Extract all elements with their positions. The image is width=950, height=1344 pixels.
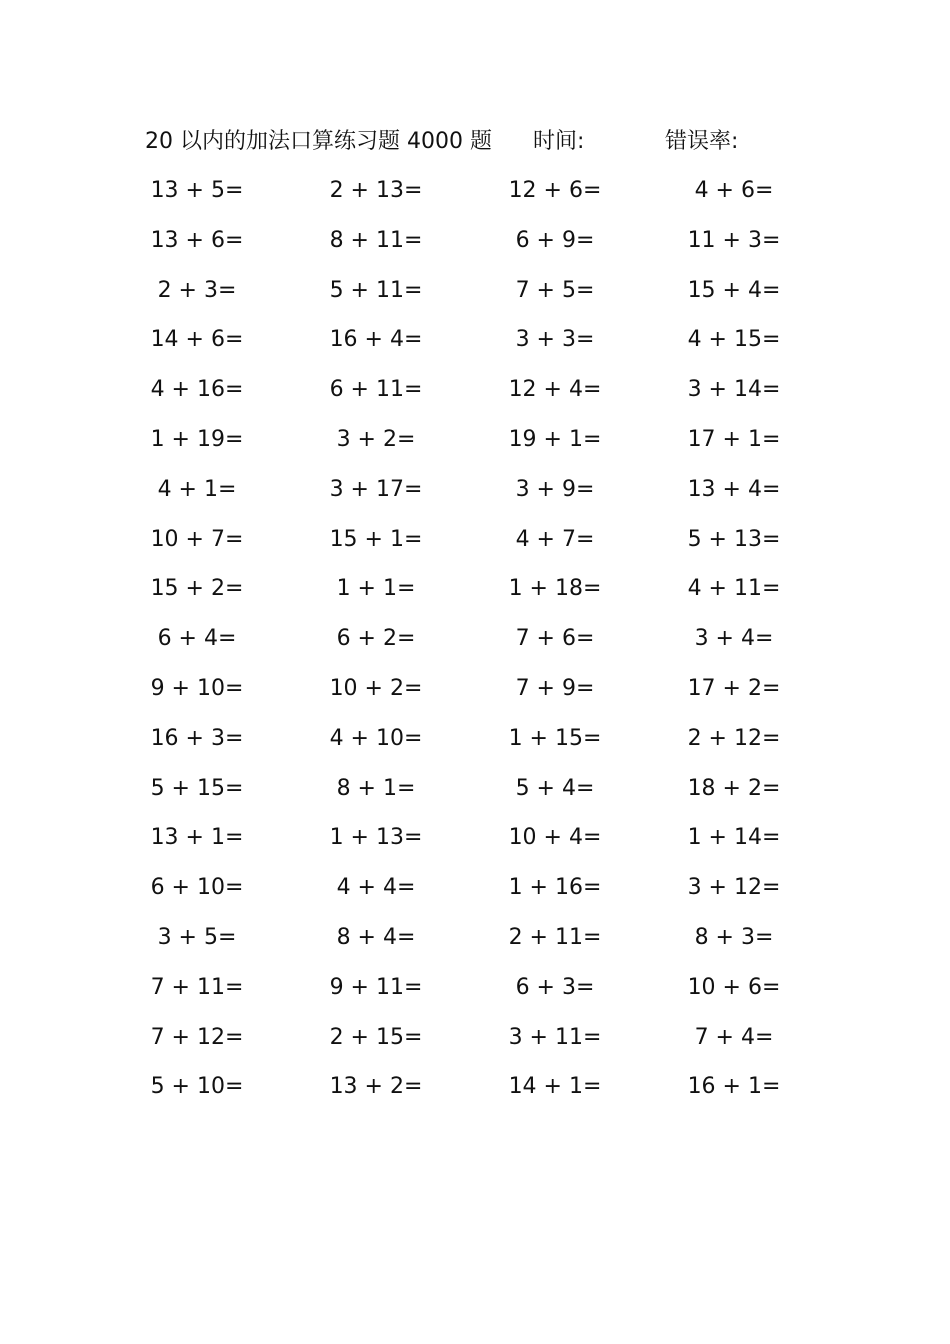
addition-problem: 6 + 9= [515,228,595,253]
addition-problem: 4 + 10= [329,726,423,751]
addition-problem: 13 + 1= [150,825,244,850]
addition-problem: 13 + 2= [329,1074,423,1099]
addition-problem: 5 + 11= [329,278,423,303]
addition-problem: 3 + 4= [694,626,774,651]
addition-problem: 1 + 18= [508,576,602,601]
addition-problem: 4 + 11= [687,576,781,601]
addition-problem: 18 + 2= [687,776,781,801]
addition-problem: 13 + 4= [687,477,781,502]
addition-problem: 12 + 4= [508,377,602,402]
addition-problem: 3 + 12= [687,875,781,900]
addition-problem: 1 + 16= [508,875,602,900]
addition-problem: 3 + 9= [515,477,595,502]
addition-problem: 2 + 3= [157,278,237,303]
addition-problem: 6 + 3= [515,975,595,1000]
addition-problem: 10 + 2= [329,676,423,701]
addition-problem: 7 + 11= [150,975,244,1000]
addition-problem: 3 + 14= [687,377,781,402]
addition-problem: 1 + 1= [336,576,416,601]
addition-problem: 7 + 4= [694,1025,774,1050]
addition-problem: 6 + 2= [336,626,416,651]
addition-problem: 3 + 3= [515,327,595,352]
addition-problem: 15 + 1= [329,527,423,552]
addition-problem: 16 + 4= [329,327,423,352]
addition-problem: 2 + 13= [329,178,423,203]
addition-problem: 7 + 5= [515,278,595,303]
addition-problem: 4 + 7= [515,527,595,552]
addition-problem: 2 + 12= [687,726,781,751]
error-rate-label: 错误率: [665,129,739,154]
addition-problem: 14 + 1= [508,1074,602,1099]
addition-problem: 8 + 3= [694,925,774,950]
addition-problem: 4 + 16= [150,377,244,402]
addition-problem: 16 + 1= [687,1074,781,1099]
addition-problem: 12 + 6= [508,178,602,203]
addition-problem: 6 + 11= [329,377,423,402]
addition-problem: 17 + 2= [687,676,781,701]
addition-problem: 19 + 1= [508,427,602,452]
addition-problem: 10 + 4= [508,825,602,850]
addition-problem: 6 + 4= [157,626,237,651]
addition-problem: 13 + 6= [150,228,244,253]
addition-problem: 4 + 1= [157,477,237,502]
addition-problem: 13 + 5= [150,178,244,203]
addition-problem: 3 + 5= [157,925,237,950]
addition-problem: 5 + 13= [687,527,781,552]
addition-problem: 7 + 6= [515,626,595,651]
worksheet-header [0,124,950,160]
addition-problem: 1 + 19= [150,427,244,452]
addition-problem: 1 + 14= [687,825,781,850]
addition-problem: 4 + 4= [336,875,416,900]
addition-problem: 15 + 4= [687,278,781,303]
addition-problem: 16 + 3= [150,726,244,751]
addition-problem: 5 + 4= [515,776,595,801]
addition-problem: 2 + 15= [329,1025,423,1050]
worksheet-title: 20 以内的加法口算练习题 4000 题 [145,129,492,154]
addition-problem: 7 + 9= [515,676,595,701]
addition-problem: 9 + 11= [329,975,423,1000]
addition-problem: 1 + 15= [508,726,602,751]
addition-problem: 3 + 2= [336,427,416,452]
addition-problem: 2 + 11= [508,925,602,950]
addition-problem: 3 + 11= [508,1025,602,1050]
addition-problem: 8 + 4= [336,925,416,950]
addition-problem: 8 + 1= [336,776,416,801]
addition-problem: 4 + 15= [687,327,781,352]
addition-problem: 10 + 7= [150,527,244,552]
addition-problem: 3 + 17= [329,477,423,502]
addition-problem: 9 + 10= [150,676,244,701]
addition-problem: 15 + 2= [150,576,244,601]
addition-problem: 4 + 6= [694,178,774,203]
addition-problem: 1 + 13= [329,825,423,850]
time-label: 时间: [533,129,585,154]
addition-problem: 11 + 3= [687,228,781,253]
addition-problem: 10 + 6= [687,975,781,1000]
addition-problem: 5 + 15= [150,776,244,801]
addition-problem: 5 + 10= [150,1074,244,1099]
addition-problem: 17 + 1= [687,427,781,452]
addition-problem: 8 + 11= [329,228,423,253]
addition-problem: 7 + 12= [150,1025,244,1050]
addition-problem: 14 + 6= [150,327,244,352]
addition-problem: 6 + 10= [150,875,244,900]
